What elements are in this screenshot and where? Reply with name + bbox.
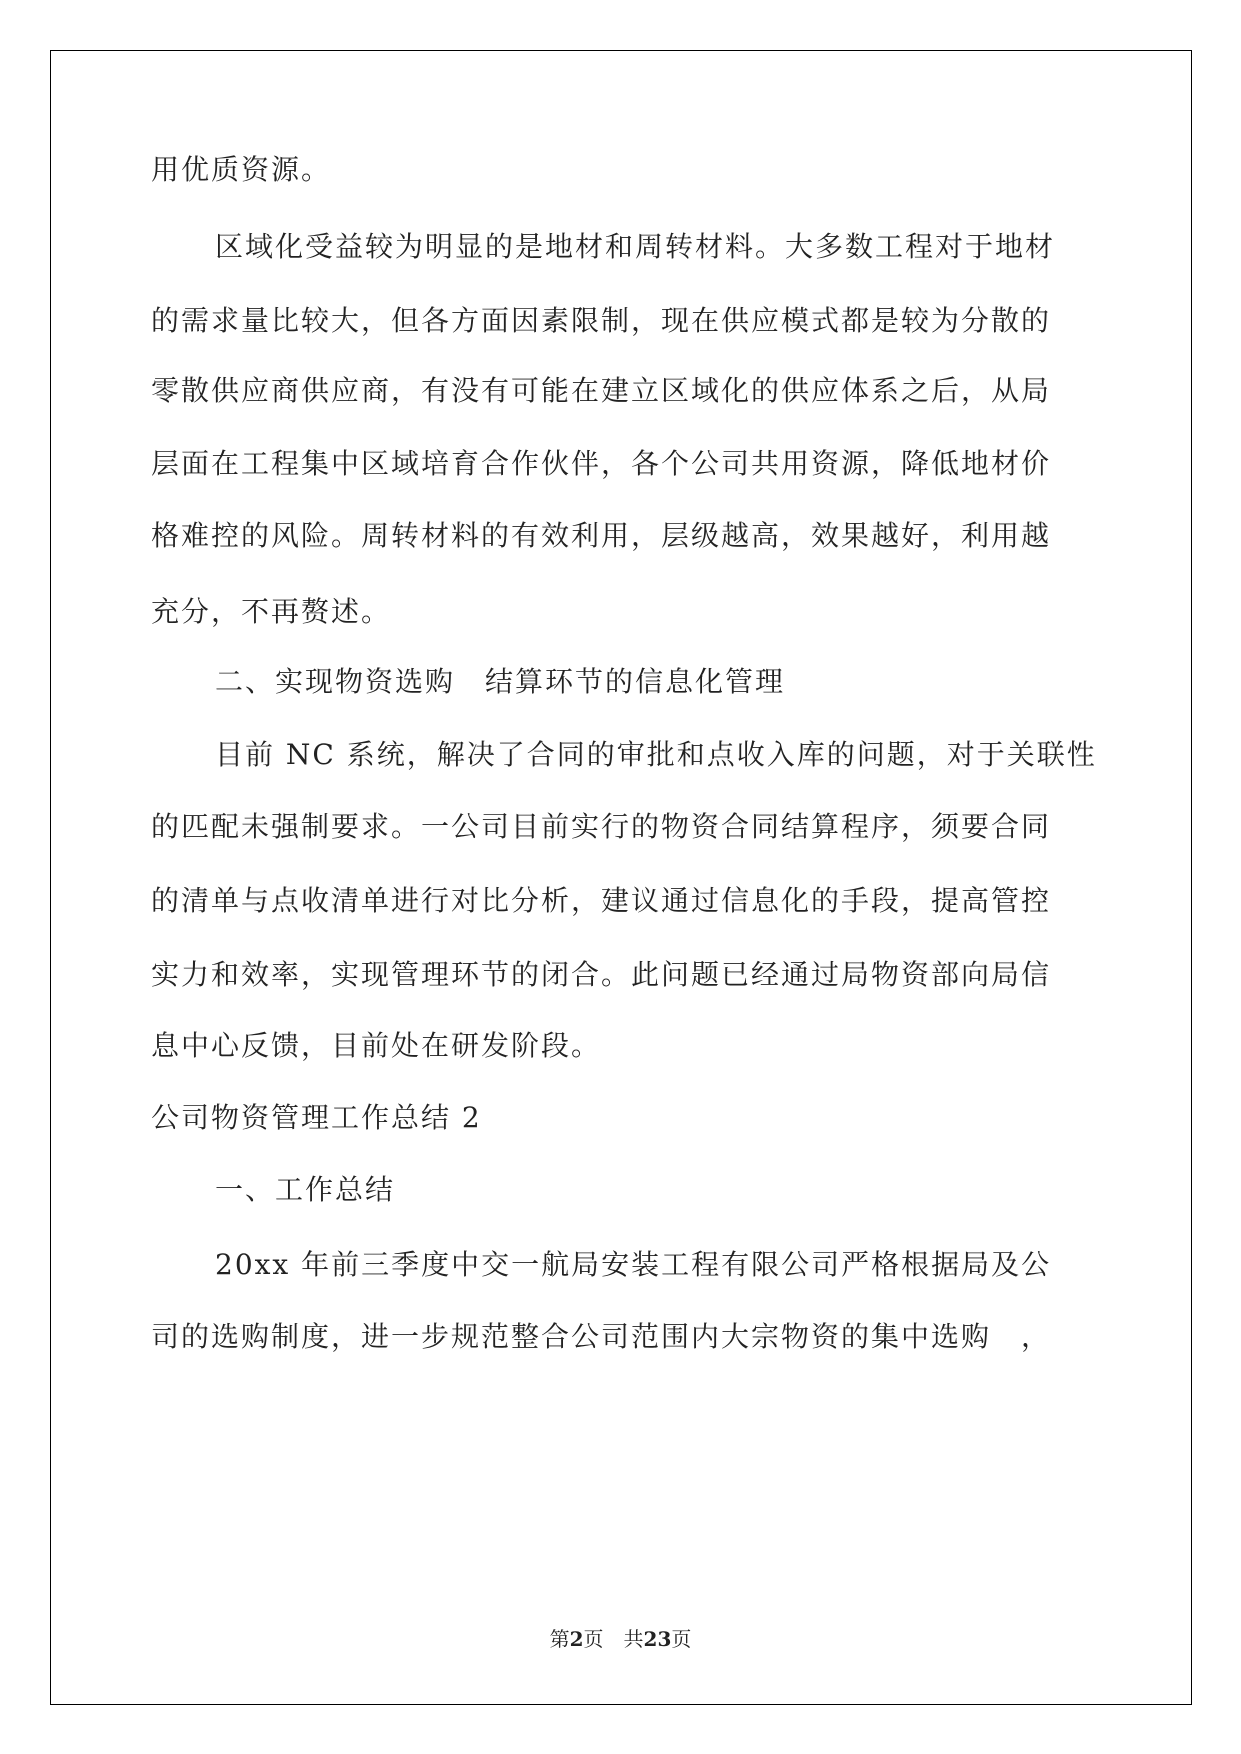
section-heading: 二、实现物资选购 结算环节的信息化管理 xyxy=(215,665,786,698)
document-title: 公司物资管理工作总结 2 xyxy=(151,1101,482,1134)
footer-mid: 页 共 xyxy=(583,1627,644,1651)
total-page-count: 23 xyxy=(643,1627,672,1651)
text-line: 用优质资源。 xyxy=(151,153,332,186)
text-line: 实力和效率，实现管理环节的闭合。此问题已经通过局物资部向局信 xyxy=(151,958,1052,991)
section-heading: 一、工作总结 xyxy=(215,1173,396,1206)
text-line: 格难控的风险。周转材料的有效利用，层级越高，效果越好，利用越 xyxy=(151,519,1052,552)
text-line: 目前 NC 系统，解决了合同的审批和点收入库的问题，对于关联性 xyxy=(215,738,1097,771)
current-page-number: 2 xyxy=(569,1627,584,1651)
text-line: 的清单与点收清单进行对比分析，建议通过信息化的手段，提高管控 xyxy=(151,884,1052,917)
footer-prefix: 第 xyxy=(549,1627,570,1651)
text-line: 层面在工程集中区域培育合作伙伴，各个公司共用资源，降低地材价 xyxy=(151,447,1052,480)
text-line: 息中心反馈，目前处在研发阶段。 xyxy=(151,1029,602,1062)
footer-suffix: 页 xyxy=(671,1627,692,1651)
text-line: 20xx 年前三季度中交一航局安装工程有限公司严格根据局及公 xyxy=(215,1248,1052,1281)
page-footer xyxy=(0,1623,1241,1652)
text-line: 司的选购制度，进一步规范整合公司范围内大宗物资的集中选购 ， xyxy=(151,1320,1052,1353)
text-line: 区域化受益较为明显的是地材和周转材料。大多数工程对于地材 xyxy=(215,230,1056,263)
text-line: 的需求量比较大，但各方面因素限制，现在供应模式都是较为分散的 xyxy=(151,304,1052,337)
page-border xyxy=(50,50,1192,1705)
text-line: 的匹配未强制要求。一公司目前实行的物资合同结算程序，须要合同 xyxy=(151,810,1052,843)
text-line: 充分，不再赘述。 xyxy=(151,595,392,628)
text-line: 零散供应商供应商，有没有可能在建立区域化的供应体系之后，从局 xyxy=(151,374,1052,407)
